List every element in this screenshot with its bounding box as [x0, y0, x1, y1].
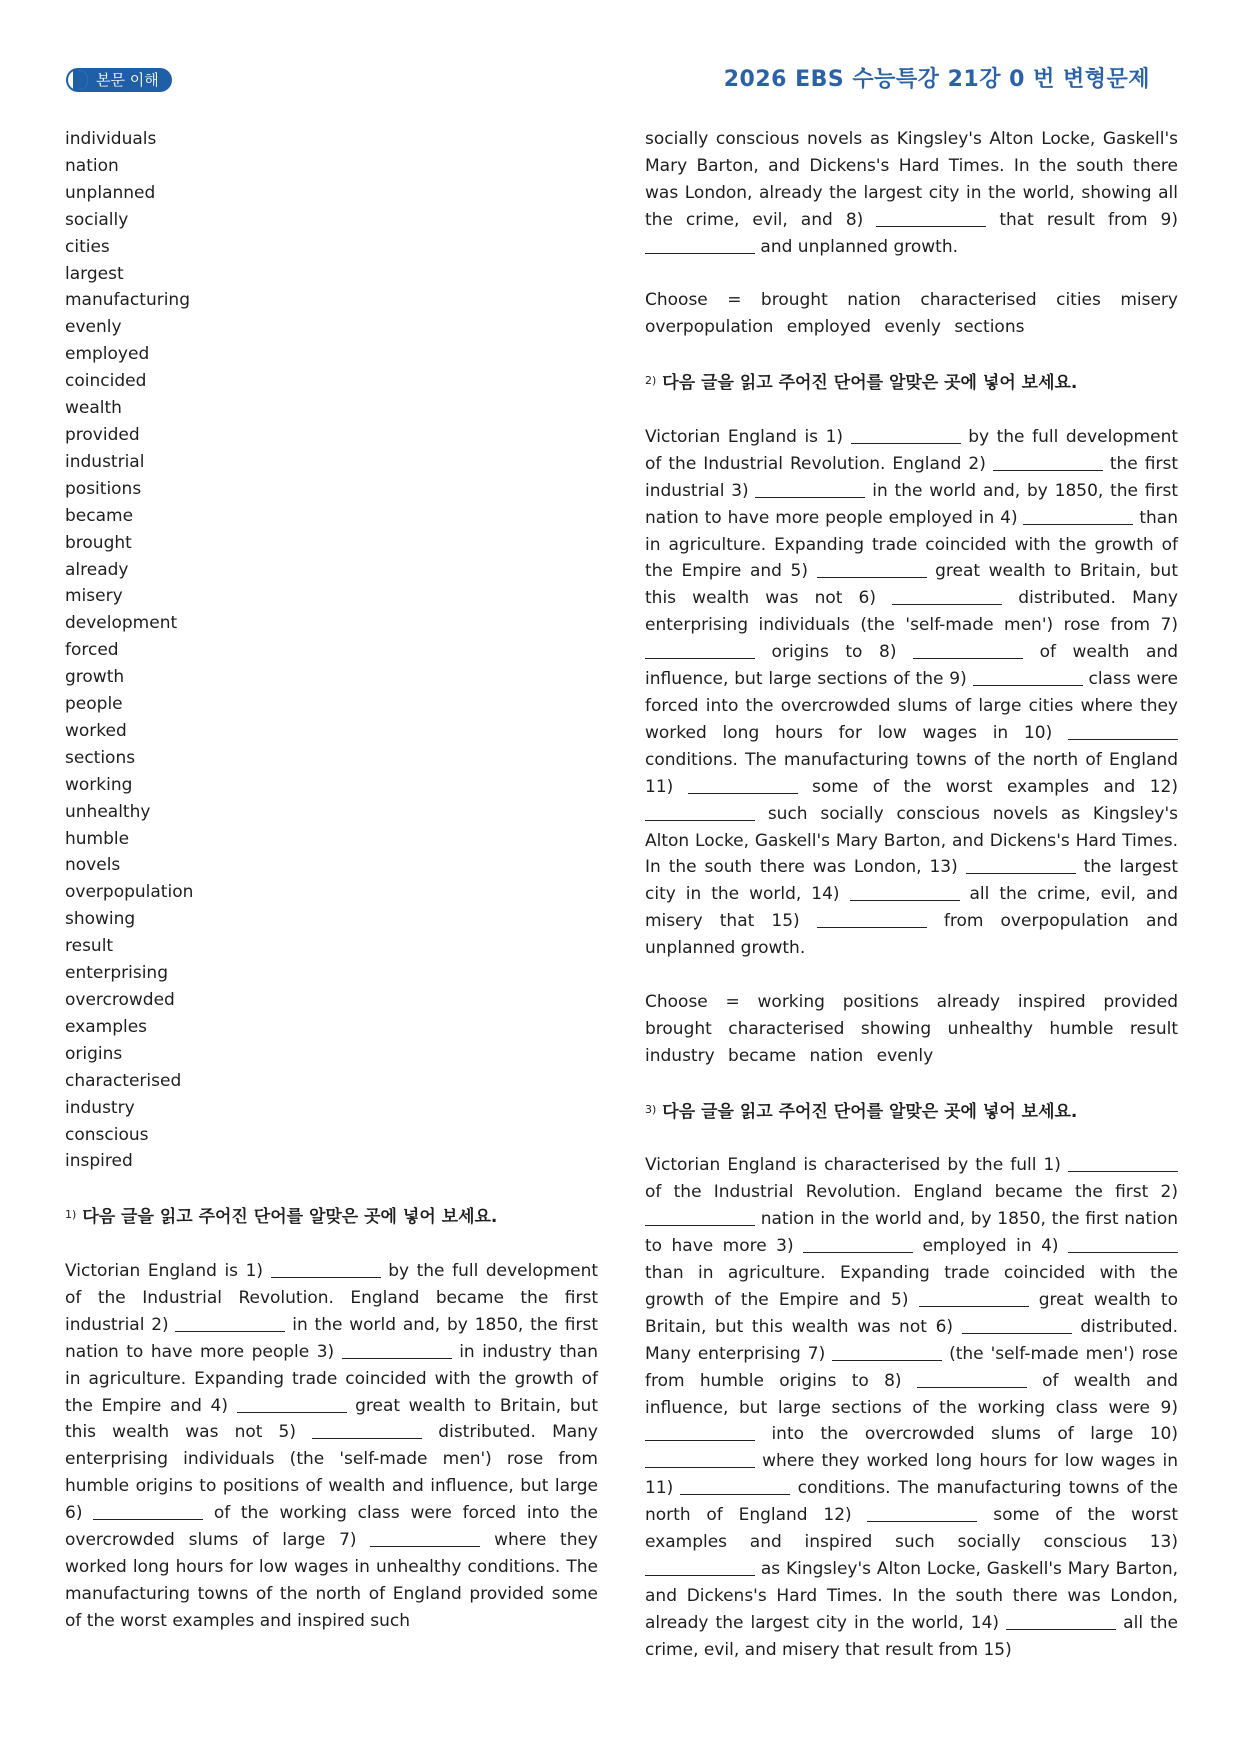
word-list-item: industry: [65, 1097, 135, 1118]
word-list-item: brought: [65, 532, 132, 553]
answer-blank[interactable]: [832, 1344, 942, 1361]
answer-blank[interactable]: [370, 1530, 480, 1547]
passage-segment: great wealth to Britain, but this wealth was not 5): [65, 1395, 598, 1443]
word-list-item: nation: [65, 155, 119, 176]
question-1-passage-continued: [645, 126, 1178, 261]
answer-blank[interactable]: [237, 1396, 347, 1413]
answer-blank[interactable]: [271, 1261, 381, 1278]
passage-segment: conditions. The manufacturing towns of the north of England 11): [645, 749, 1178, 797]
question-3-title: $^{3)}$ 다음 글을 읽고 주어진 단어를 알맞은 곳에 넣어 보세요.: [645, 1101, 1078, 1122]
passage-segment: than in agriculture. Expanding trade coincided with the growth of the Empire and 5): [645, 1262, 1178, 1310]
word-list-item: novels: [65, 855, 121, 876]
answer-blank[interactable]: [645, 1424, 755, 1441]
half-circle-icon: [68, 70, 88, 90]
passage-segment: class were forced into the overcrowded slums of large cities where they worked long hours for low wages in 10): [645, 669, 1178, 743]
passage-segment: great wealth to Britain, but this wealth was not 6): [645, 1289, 1178, 1337]
answer-blank[interactable]: [645, 237, 755, 254]
answer-blank[interactable]: [966, 857, 1076, 874]
section-badge-label: 본문 이해: [96, 71, 159, 89]
left-column: [65, 126, 598, 1635]
answer-blank[interactable]: [1006, 1613, 1116, 1630]
answer-blank[interactable]: [688, 777, 798, 794]
word-list-item: socially: [65, 209, 129, 230]
word-list-item: misery: [65, 586, 123, 607]
word-list-item: cities: [65, 236, 110, 257]
answer-blank[interactable]: [919, 1290, 1029, 1307]
question-3-passage: [645, 1152, 1178, 1663]
passage-segment: as Kingsley's Alton Locke, Gaskell's Mary Barton, and Dickens's Hard Times. In the south there was London, already the largest city in the world, 14): [645, 1558, 1178, 1633]
passage-segment: conditions. The manufacturing towns of the north of England 12): [645, 1478, 1179, 1526]
answer-blank[interactable]: [892, 588, 1002, 605]
word-list-item: already: [65, 559, 129, 580]
answer-blank[interactable]: [993, 454, 1103, 471]
answer-blank[interactable]: [962, 1317, 1072, 1334]
word-list-item: positions: [65, 478, 142, 499]
word-list-item: coincided: [65, 371, 147, 392]
answer-blank[interactable]: [917, 1371, 1027, 1388]
word-list-item: industrial: [65, 451, 145, 472]
word-list-item: manufacturing: [65, 290, 190, 311]
answer-blank[interactable]: [803, 1236, 913, 1253]
answer-blank[interactable]: [1068, 1155, 1178, 1172]
passage-segment: of wealth and influence, but large sections of the working class were 9): [645, 1370, 1179, 1418]
passage-segment: distributed. Many enterprising 7): [645, 1316, 1178, 1364]
passage-segment: Victorian England is 1): [65, 1261, 271, 1282]
answer-blank[interactable]: [680, 1478, 790, 1495]
passage-segment: and unplanned growth.: [755, 236, 959, 257]
word-list-item: evenly: [65, 317, 122, 338]
answer-blank[interactable]: [342, 1342, 452, 1359]
passage-segment: in industry than in agriculture. Expanding trade coincided with the growth of the Empire and 4): [65, 1341, 598, 1416]
passage-segment: all the crime, evil, and misery that 15): [645, 884, 1178, 932]
answer-blank[interactable]: [1068, 723, 1178, 740]
answer-blank[interactable]: [851, 427, 961, 444]
word-list-item: growth: [65, 667, 125, 688]
word-list-item: people: [65, 694, 123, 715]
passage-segment: in the world and, by 1850, the first nation to have more people employed in 4): [645, 480, 1178, 528]
word-list-item: wealth: [65, 398, 122, 419]
passage-segment: of the Industrial Revolution. England became the first 2): [645, 1182, 1178, 1203]
answer-blank[interactable]: [913, 642, 1023, 659]
passage-segment: the largest city in the world, 14): [645, 857, 1178, 905]
word-list-item: unplanned: [65, 182, 156, 203]
answer-blank[interactable]: [93, 1503, 203, 1520]
word-list-item: worked: [65, 720, 127, 741]
question-2-title: $^{2)}$ 다음 글을 읽고 주어진 단어를 알맞은 곳에 넣어 보세요.: [645, 373, 1078, 394]
answer-blank[interactable]: [867, 1505, 977, 1522]
answer-blank[interactable]: [817, 911, 927, 928]
answer-blank[interactable]: [876, 210, 986, 227]
answer-blank[interactable]: [645, 804, 755, 821]
answer-blank[interactable]: [312, 1422, 422, 1439]
passage-segment: where they worked long hours for low wages in 11): [645, 1451, 1178, 1499]
passage-segment: great wealth to Britain, but this wealth was not 6): [645, 561, 1178, 609]
section-badge: [66, 68, 172, 92]
answer-blank[interactable]: [645, 1451, 755, 1468]
answer-blank[interactable]: [645, 642, 755, 659]
passage-segment: socially conscious novels as Kingsley's Alton Locke, Gaskell's Mary Barton, and Dickens's Hard Times. In the south there was London, already the largest city in the world, showing all the crime, evil, and 8): [645, 129, 1178, 230]
word-list: [65, 126, 598, 1175]
passage-segment: all the crime, evil, and misery that result from 15): [645, 1612, 1179, 1660]
right-column: [645, 126, 1178, 1664]
passage-segment: the first industrial 3): [645, 453, 1178, 501]
passage-segment: of wealth and influence, but large sections of the 9): [645, 642, 1179, 690]
word-list-item: characterised: [65, 1070, 182, 1091]
word-list-item: development: [65, 613, 178, 634]
passage-segment: where they worked long hours for low wages in unhealthy conditions. The manufacturing towns of the north of England provided some of the worst examples and inspired such: [65, 1530, 598, 1631]
question-1-passage: [65, 1258, 598, 1635]
answer-blank[interactable]: [973, 669, 1083, 686]
word-list-item: inspired: [65, 1151, 133, 1172]
word-list-item: humble: [65, 828, 130, 849]
answer-blank[interactable]: [850, 884, 960, 901]
word-list-item: enterprising: [65, 963, 168, 984]
question-1-choose: Choose = brought nation characterised cities misery overpopulation employed evenly sections: [645, 290, 1178, 338]
passage-segment: in the world and, by 1850, the first nation to have more people 3): [65, 1314, 598, 1362]
passage-segment: into the overcrowded slums of large 10): [755, 1424, 1178, 1445]
answer-blank[interactable]: [175, 1315, 285, 1332]
word-list-item: sections: [65, 747, 136, 768]
passage-segment: distributed. Many enterprising individuals (the 'self-made men') rose from humble origins to positions of wealth and influence, but large 6): [65, 1422, 598, 1524]
passage-segment: that result from 9): [986, 209, 1179, 230]
passage-segment: than in agriculture. Expanding trade coincided with the growth of the Empire and 5): [645, 507, 1178, 582]
word-list-item: unhealthy: [65, 801, 151, 822]
answer-blank[interactable]: [1023, 508, 1133, 525]
question-2-choose: Choose = working positions already inspired provided brought characterised showing unhealthy humble result industry became nation evenly: [645, 991, 1178, 1066]
question-2-passage: [645, 424, 1178, 962]
word-list-item: overpopulation: [65, 882, 194, 903]
passage-segment: by the full development of the Industrial Revolution. England became the first industrial 2): [65, 1261, 599, 1335]
word-list-item: result: [65, 936, 114, 957]
passage-segment: some of the worst examples and 12): [797, 776, 1178, 797]
passage-segment: Victorian England is 1): [645, 426, 851, 447]
word-list-item: overcrowded: [65, 990, 175, 1010]
answer-blank[interactable]: [817, 561, 927, 578]
word-list-item: origins: [65, 1043, 123, 1064]
word-list-item: became: [65, 505, 134, 526]
word-list-item: showing: [65, 909, 136, 930]
word-list-item: working: [65, 774, 133, 795]
passage-segment: of the working class were forced into the overcrowded slums of large 7): [65, 1503, 598, 1551]
answer-blank[interactable]: [1068, 1236, 1178, 1253]
passage-segment: from overpopulation and unplanned growth.: [645, 911, 1178, 959]
passage-segment: such socially conscious novels as Kingsley's Alton Locke, Gaskell's Mary Barton, and Dickens's Hard Times. In the south there was London, 13): [645, 803, 1178, 878]
passage-segment: employed in 4): [913, 1236, 1068, 1257]
word-list-item: provided: [65, 424, 140, 445]
passage-segment: nation in the world and, by 1850, the first nation to have more 3): [645, 1209, 1178, 1257]
word-list-item: employed: [65, 344, 150, 365]
word-list-item: individuals: [65, 129, 157, 149]
passage-segment: distributed. Many enterprising individuals (the 'self-made men') rose from 7): [645, 588, 1178, 636]
question-1-title: $^{1)}$ 다음 글을 읽고 주어진 단어를 알맞은 곳에 넣어 보세요.: [65, 1207, 498, 1228]
answer-blank[interactable]: [645, 1209, 755, 1226]
word-list-item: largest: [65, 263, 124, 284]
word-list-item: forced: [65, 640, 119, 661]
passage-segment: Victorian England is characterised by the full 1): [645, 1155, 1068, 1176]
answer-blank[interactable]: [645, 1559, 755, 1576]
answer-blank[interactable]: [755, 481, 865, 498]
word-list-item: examples: [65, 1016, 148, 1037]
word-list-item: conscious: [65, 1124, 149, 1145]
passage-segment: (the 'self-made men') rose from humble origins to 8): [645, 1343, 1178, 1391]
page-title: 2026 EBS 수능특강 21강 0 번 변형문제: [723, 67, 1150, 92]
passage-segment: origins to 8): [755, 642, 914, 663]
passage-segment: by the full development of the Industrial Revolution. England 2): [645, 426, 1179, 474]
passage-segment: some of the worst examples and inspired such socially conscious 13): [645, 1505, 1178, 1553]
